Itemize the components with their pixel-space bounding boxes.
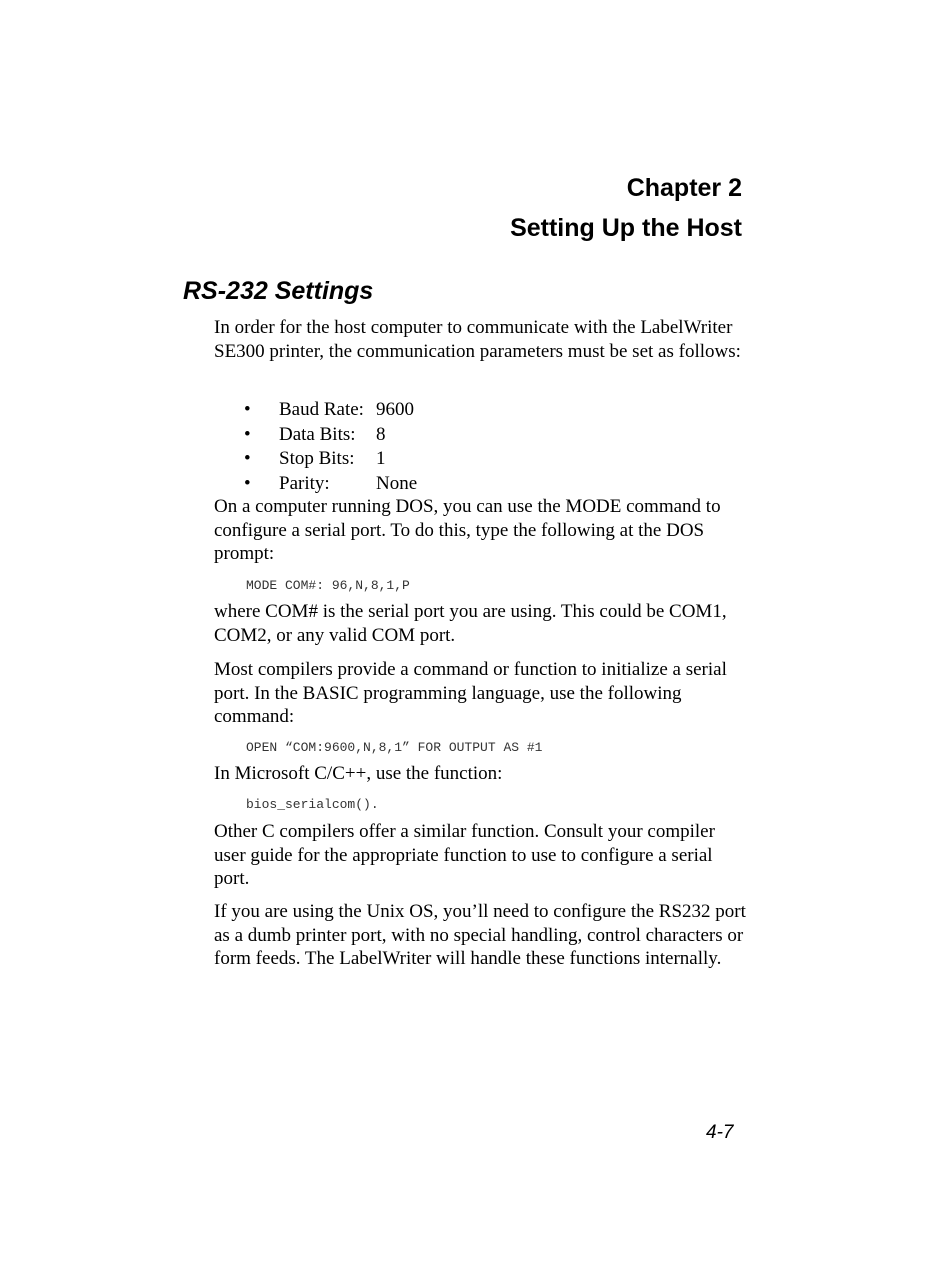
compilers-paragraph: Most compilers provide a command or function to initialize a serial port. In the BASIC programming language, use the following command: <box>214 659 727 727</box>
other-compilers-paragraph: Other C compilers offer a similar function. Consult your compiler user guide for the appropriate function to use to configure a serial port. <box>214 821 715 889</box>
setting-value: 1 <box>376 448 386 469</box>
intro-paragraph: In order for the host computer to communicate with the LabelWriter SE300 printer, the communication parameters must be set as follows: <box>214 317 741 362</box>
setting-label: Parity: <box>279 472 330 494</box>
unix-paragraph: If you are using the Unix OS, you’ll need to configure the RS232 port as a dumb printer port, with no special handling, control characters or form feeds. The LabelWriter will handle these functions internally. <box>214 901 746 969</box>
setting-label: Stop Bits: <box>279 448 355 469</box>
microsoft-paragraph: In Microsoft C/C++, use the function: <box>214 763 503 784</box>
page-number: 4-7 <box>706 1122 734 1143</box>
setting-label: Baud Rate: <box>279 399 364 420</box>
bullet-icon: • <box>244 448 251 469</box>
basic-command-code: OPEN “COM:9600,N,8,1” FOR OUTPUT AS #1 <box>246 740 543 755</box>
bullet-icon: • <box>244 423 251 445</box>
section-title: RS-232 Settings <box>183 277 374 305</box>
chapter-title: Setting Up the Host <box>510 214 742 242</box>
setting-value: 8 <box>376 423 386 445</box>
dos-paragraph: On a computer running DOS, you can use the MODE command to configure a serial port. To do this, type the following at the DOS prompt: <box>214 496 721 564</box>
setting-label: Data Bits: <box>279 423 356 445</box>
setting-value: None <box>376 472 418 494</box>
setting-value: 9600 <box>376 399 414 420</box>
chapter-number: Chapter 2 <box>626 174 742 202</box>
com-port-paragraph: where COM# is the serial port you are using. This could be COM1, COM2, or any valid COM port. <box>214 601 727 646</box>
bullet-icon: • <box>244 472 251 494</box>
bullet-icon: • <box>244 399 251 420</box>
c-function-code: bios_serialcom(). <box>246 797 379 812</box>
mode-command-code: MODE COM#: 96,N,8,1,P <box>246 578 410 593</box>
